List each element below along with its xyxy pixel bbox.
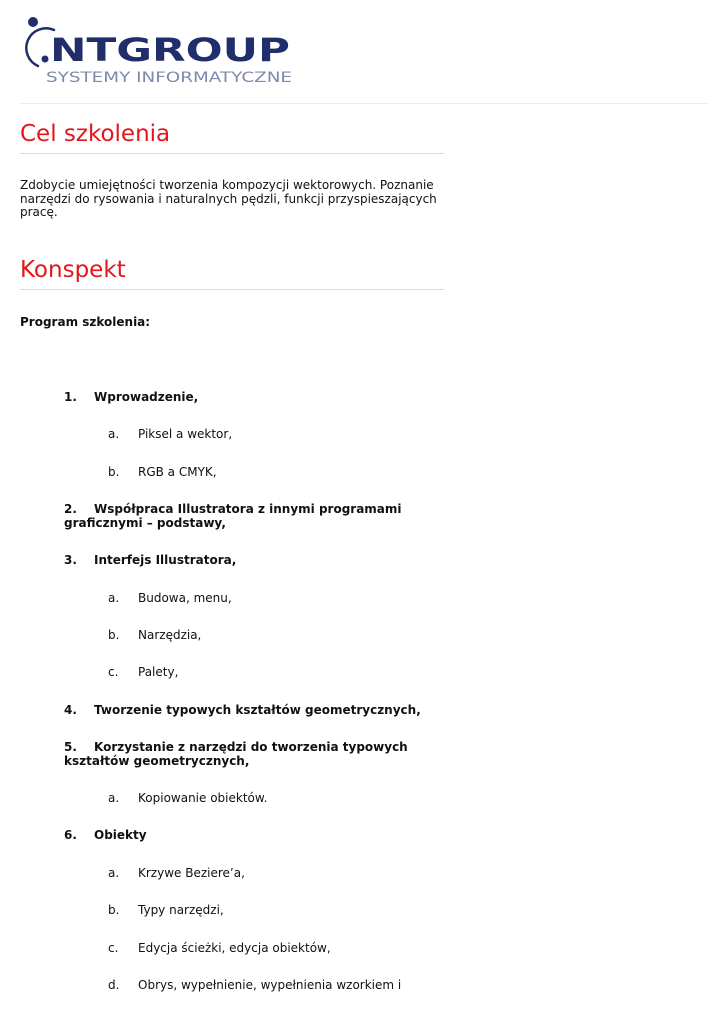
outline-item: 1. Wprowadzenie, — [64, 390, 199, 404]
logo-tagline: SYSTEMY INFORMATYCZNE — [46, 70, 292, 86]
logo-wordmark: NTGROUP — [50, 31, 290, 69]
outline-subitem: a. Budowa, menu, — [108, 591, 232, 605]
outline-item: 3. Interfejs Illustratora, — [64, 553, 237, 567]
outline-subitem: c. Edycja ścieżki, edycja obiektów, — [108, 941, 331, 955]
section-divider-konspekt — [20, 289, 444, 290]
header-divider — [20, 103, 708, 104]
section-title-konspekt: Konspekt — [20, 257, 126, 283]
program-label: Program szkolenia: — [20, 315, 151, 329]
outline-subitem: c. Palety, — [108, 665, 179, 679]
outline-item: 2. Współpraca Illustratora z innymi programami graficznymi – podstawy, — [64, 502, 402, 530]
outline-subitem: b. Narzędzia, — [108, 628, 202, 642]
outline-item: 6. Obiekty — [64, 828, 147, 842]
outline-subitem: b. RGB a CMYK, — [108, 465, 217, 479]
outline-item: 5. Korzystanie z narzędzi do tworzenia typowych kształtów geometrycznych, — [64, 740, 408, 768]
cel-description: Zdobycie umiejętności tworzenia kompozycji wektorowych. Poznanie narzędzi do rysowania i naturalnych pędzli, funkcji przyspieszających pracę. — [20, 178, 437, 219]
outline-subitem: a. Krzywe Beziere’a, — [108, 866, 245, 880]
outline-subitem: a. Kopiowanie obiektów. — [108, 791, 268, 805]
outline-item: 4. Tworzenie typowych kształtów geometrycznych, — [64, 703, 421, 717]
outline-subitem: d. Obrys, wypełnienie, wypełnienia wzorkiem i — [108, 978, 402, 992]
ntgroup-logo — [14, 14, 298, 90]
outline-subitem: a. Piksel a wektor, — [108, 427, 233, 441]
section-divider-cel — [20, 153, 444, 154]
section-title-cel: Cel szkolenia — [20, 121, 171, 147]
outline-subitem: b. Typy narzędzi, — [108, 903, 224, 917]
